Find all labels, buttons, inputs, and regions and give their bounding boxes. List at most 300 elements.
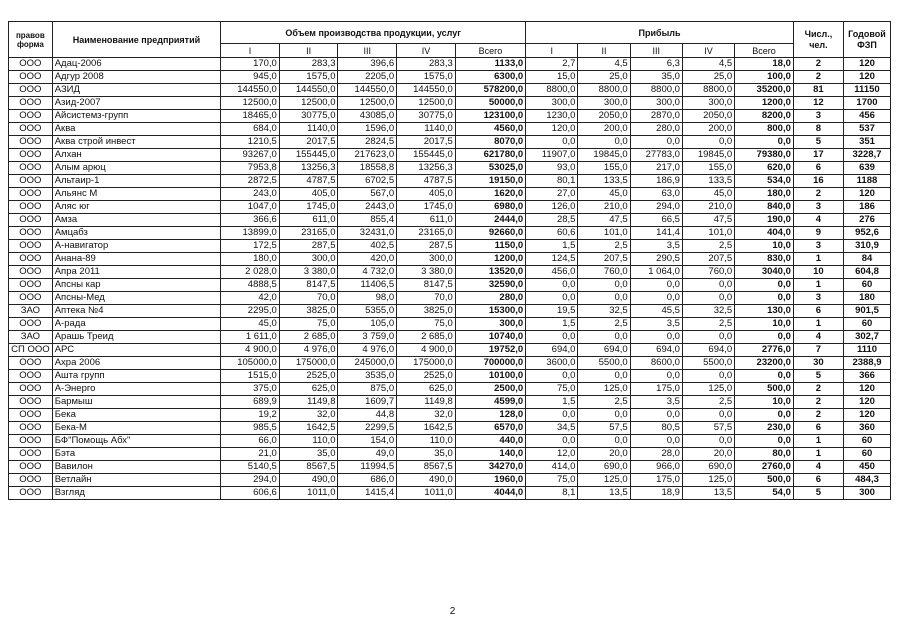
form-cell: СП ООО [9, 344, 53, 357]
name-cell: Аляс юг [52, 201, 220, 214]
fzp-cell: 60 [843, 448, 890, 461]
volume-q1-cell: 1210,5 [221, 136, 280, 149]
volume-q1-cell: 5140,5 [221, 461, 280, 474]
profit-q1-cell: 2,7 [526, 58, 578, 71]
table-row [9, 305, 891, 318]
volume-q1-cell: 144550,0 [221, 84, 280, 97]
profit-total-cell: 0,0 [735, 136, 794, 149]
volume-total-cell: 10740,0 [455, 331, 525, 344]
fzp-cell: 3228,7 [843, 149, 890, 162]
table-row [9, 227, 891, 240]
profit-total-cell: 2760,0 [735, 461, 794, 474]
profit-q3-cell: 0,0 [630, 136, 682, 149]
name-cell: Альтаир-1 [52, 175, 220, 188]
volume-q2-cell: 1011,0 [279, 487, 338, 500]
volume-q1-cell: 1047,0 [221, 201, 280, 214]
table-row [9, 435, 891, 448]
profit-q2-cell: 155,0 [578, 162, 630, 175]
volume-q3-cell: 420,0 [338, 253, 397, 266]
profit-total-cell: 190,0 [735, 214, 794, 227]
fzp-cell: 901,5 [843, 305, 890, 318]
name-cell: А-Энерго [52, 383, 220, 396]
profit-q4-cell: 2,5 [682, 318, 734, 331]
volume-q4-cell: 8147,5 [397, 279, 456, 292]
volume-total-cell: 34270,0 [455, 461, 525, 474]
profit-q2-cell: 133,5 [578, 175, 630, 188]
volume-q2-cell: 1642,5 [279, 422, 338, 435]
fzp-cell: 300 [843, 487, 890, 500]
volume-q4-cell: 2525,0 [397, 370, 456, 383]
profit-q3-cell: 175,0 [630, 474, 682, 487]
employees-cell: 7 [793, 344, 843, 357]
profit-q4-cell: 125,0 [682, 383, 734, 396]
profit-q1-cell: 0,0 [526, 435, 578, 448]
form-cell: ООО [9, 149, 53, 162]
volume-q3-cell: 5355,0 [338, 305, 397, 318]
profit-q3-cell: 2870,0 [630, 110, 682, 123]
volume-q4-cell: 175000,0 [397, 357, 456, 370]
name-cell: Амза [52, 214, 220, 227]
table-row [9, 266, 891, 279]
profit-q2-cell: 760,0 [578, 266, 630, 279]
profit-q4-cell: 300,0 [682, 97, 734, 110]
table-row [9, 461, 891, 474]
profit-q1-cell: 0,0 [526, 370, 578, 383]
profit-q1-header: I [526, 44, 578, 58]
employees-cell: 2 [793, 188, 843, 201]
profit-q3-cell: 186,9 [630, 175, 682, 188]
profit-q2-cell: 690,0 [578, 461, 630, 474]
form-cell: ООО [9, 175, 53, 188]
volume-total-cell: 1200,0 [455, 253, 525, 266]
volume-q3-cell: 2299,5 [338, 422, 397, 435]
profit-q3-cell: 45,5 [630, 305, 682, 318]
header-form: правов форма [9, 22, 53, 58]
profit-total-cell: 18,0 [735, 58, 794, 71]
profit-q4-cell: 2050,0 [682, 110, 734, 123]
volume-q3-cell: 875,0 [338, 383, 397, 396]
profit-q1-cell: 1230,0 [526, 110, 578, 123]
profit-q1-cell: 124,5 [526, 253, 578, 266]
fzp-cell: 120 [843, 409, 890, 422]
volume-q1-cell: 606,6 [221, 487, 280, 500]
header-fzp: Годовой ФЗП [843, 22, 890, 58]
employees-cell: 3 [793, 201, 843, 214]
profit-total-cell: 500,0 [735, 474, 794, 487]
profit-q3-cell: 217,0 [630, 162, 682, 175]
employees-cell: 3 [793, 292, 843, 305]
fzp-cell: 450 [843, 461, 890, 474]
fzp-cell: 120 [843, 188, 890, 201]
profit-q4-cell: 5500,0 [682, 357, 734, 370]
profit-q3-cell: 0,0 [630, 409, 682, 422]
profit-q2-cell: 5500,0 [578, 357, 630, 370]
volume-q3-cell: 144550,0 [338, 84, 397, 97]
profit-q3-cell: 694,0 [630, 344, 682, 357]
table-row [9, 370, 891, 383]
volume-q3-cell: 3535,0 [338, 370, 397, 383]
fzp-cell: 60 [843, 318, 890, 331]
volume-q4-cell: 4787,5 [397, 175, 456, 188]
name-cell: АЗИД [52, 84, 220, 97]
volume-total-cell: 621780,0 [455, 149, 525, 162]
volume-q1-cell: 684,0 [221, 123, 280, 136]
volume-q2-cell: 12500,0 [279, 97, 338, 110]
profit-q4-header: IV [682, 44, 734, 58]
volume-total-cell: 4560,0 [455, 123, 525, 136]
fzp-cell: 639 [843, 162, 890, 175]
form-cell: ООО [9, 461, 53, 474]
employees-cell: 81 [793, 84, 843, 97]
volume-total-cell: 128,0 [455, 409, 525, 422]
volume-q1-cell: 4 900,0 [221, 344, 280, 357]
profit-q3-cell: 3,5 [630, 396, 682, 409]
fzp-cell: 180 [843, 292, 890, 305]
employees-cell: 2 [793, 409, 843, 422]
volume-q4-cell: 3825,0 [397, 305, 456, 318]
volume-q4-header: IV [397, 44, 456, 58]
table-row [9, 84, 891, 97]
name-cell: Аква [52, 123, 220, 136]
profit-q1-cell: 8800,0 [526, 84, 578, 97]
profit-q3-header: III [630, 44, 682, 58]
employees-cell: 1 [793, 435, 843, 448]
profit-q1-cell: 19,5 [526, 305, 578, 318]
volume-q3-cell: 686,0 [338, 474, 397, 487]
profit-q1-cell: 11907,0 [526, 149, 578, 162]
form-cell: ООО [9, 110, 53, 123]
volume-total-cell: 32590,0 [455, 279, 525, 292]
profit-q4-cell: 200,0 [682, 123, 734, 136]
profit-q3-cell: 63,0 [630, 188, 682, 201]
volume-q4-cell: 300,0 [397, 253, 456, 266]
profit-q2-header: II [578, 44, 630, 58]
fzp-cell: 952,6 [843, 227, 890, 240]
volume-total-cell: 6570,0 [455, 422, 525, 435]
profit-total-cell: 0,0 [735, 292, 794, 305]
volume-q1-cell: 1515,0 [221, 370, 280, 383]
profit-total-cell: 35200,0 [735, 84, 794, 97]
profit-q2-cell: 4,5 [578, 58, 630, 71]
profit-q3-cell: 966,0 [630, 461, 682, 474]
volume-q4-cell: 8567,5 [397, 461, 456, 474]
volume-q4-cell: 35,0 [397, 448, 456, 461]
table-body [9, 58, 891, 500]
volume-q3-cell: 217623,0 [338, 149, 397, 162]
fzp-cell: 84 [843, 253, 890, 266]
profit-total-cell: 0,0 [735, 279, 794, 292]
name-cell: Ашта групп [52, 370, 220, 383]
employees-cell: 8 [793, 123, 843, 136]
volume-q2-cell: 3825,0 [279, 305, 338, 318]
name-cell: Азид-2007 [52, 97, 220, 110]
volume-q3-cell: 11406,5 [338, 279, 397, 292]
volume-q1-cell: 21,0 [221, 448, 280, 461]
volume-q1-cell: 180,0 [221, 253, 280, 266]
volume-total-cell: 1960,0 [455, 474, 525, 487]
volume-q3-cell: 6702,5 [338, 175, 397, 188]
volume-q2-cell: 1140,0 [279, 123, 338, 136]
profit-q4-cell: 0,0 [682, 435, 734, 448]
profit-q1-cell: 0,0 [526, 331, 578, 344]
volume-q3-cell: 245000,0 [338, 357, 397, 370]
employees-cell: 1 [793, 279, 843, 292]
profit-total-cell: 80,0 [735, 448, 794, 461]
volume-q2-cell: 75,0 [279, 318, 338, 331]
fzp-cell: 120 [843, 71, 890, 84]
profit-q1-cell: 93,0 [526, 162, 578, 175]
volume-q1-cell: 42,0 [221, 292, 280, 305]
volume-q4-cell: 3 380,0 [397, 266, 456, 279]
form-cell: ЗАО [9, 305, 53, 318]
volume-q1-cell: 172,5 [221, 240, 280, 253]
fzp-cell: 537 [843, 123, 890, 136]
volume-q1-cell: 12500,0 [221, 97, 280, 110]
volume-q2-header: II [279, 44, 338, 58]
table-row [9, 474, 891, 487]
name-cell: Анана-89 [52, 253, 220, 266]
volume-q2-cell: 23165,0 [279, 227, 338, 240]
name-cell: Вавилон [52, 461, 220, 474]
profit-q3-cell: 300,0 [630, 97, 682, 110]
profit-total-cell: 800,0 [735, 123, 794, 136]
volume-q2-cell: 144550,0 [279, 84, 338, 97]
fzp-cell: 310,9 [843, 240, 890, 253]
fzp-cell: 1110 [843, 344, 890, 357]
profit-q4-cell: 4,5 [682, 58, 734, 71]
volume-total-header: Всего [455, 44, 525, 58]
employees-cell: 3 [793, 240, 843, 253]
volume-q3-cell: 32431,0 [338, 227, 397, 240]
employees-cell: 2 [793, 71, 843, 84]
profit-q2-cell: 101,0 [578, 227, 630, 240]
volume-q4-cell: 1149,8 [397, 396, 456, 409]
employees-cell: 1 [793, 318, 843, 331]
volume-total-cell: 123100,0 [455, 110, 525, 123]
volume-q3-cell: 49,0 [338, 448, 397, 461]
volume-q3-cell: 402,5 [338, 240, 397, 253]
profit-q4-cell: 210,0 [682, 201, 734, 214]
employees-cell: 30 [793, 357, 843, 370]
volume-q4-cell: 30775,0 [397, 110, 456, 123]
profit-q4-cell: 760,0 [682, 266, 734, 279]
form-cell: ООО [9, 370, 53, 383]
profit-q4-cell: 57,5 [682, 422, 734, 435]
table-row [9, 162, 891, 175]
form-cell: ООО [9, 435, 53, 448]
profit-q2-cell: 20,0 [578, 448, 630, 461]
profit-q4-cell: 13,5 [682, 487, 734, 500]
volume-q2-cell: 2 685,0 [279, 331, 338, 344]
volume-q4-cell: 2 685,0 [397, 331, 456, 344]
profit-q4-cell: 207,5 [682, 253, 734, 266]
form-cell: ООО [9, 123, 53, 136]
volume-q4-cell: 625,0 [397, 383, 456, 396]
header-volume: Объем производства продукции, услуг [221, 22, 526, 44]
form-cell: ООО [9, 422, 53, 435]
table-row [9, 58, 891, 71]
volume-total-cell: 1620,0 [455, 188, 525, 201]
volume-total-cell: 2500,0 [455, 383, 525, 396]
table-row [9, 422, 891, 435]
name-cell: А-навигатор [52, 240, 220, 253]
table-row [9, 318, 891, 331]
volume-q2-cell: 287,5 [279, 240, 338, 253]
volume-q3-cell: 18558,8 [338, 162, 397, 175]
table-row [9, 253, 891, 266]
profit-q4-cell: 0,0 [682, 409, 734, 422]
profit-q1-cell: 126,0 [526, 201, 578, 214]
enterprises-table [8, 21, 891, 500]
profit-q4-cell: 694,0 [682, 344, 734, 357]
volume-q3-cell: 154,0 [338, 435, 397, 448]
volume-q2-cell: 155445,0 [279, 149, 338, 162]
profit-q4-cell: 47,5 [682, 214, 734, 227]
table-row [9, 149, 891, 162]
employees-cell: 2 [793, 396, 843, 409]
profit-q1-cell: 300,0 [526, 97, 578, 110]
profit-q2-cell: 207,5 [578, 253, 630, 266]
volume-total-cell: 578200,0 [455, 84, 525, 97]
form-cell: ООО [9, 71, 53, 84]
profit-q1-cell: 0,0 [526, 292, 578, 305]
profit-total-cell: 500,0 [735, 383, 794, 396]
volume-total-cell: 19752,0 [455, 344, 525, 357]
volume-q4-cell: 144550,0 [397, 84, 456, 97]
volume-q4-cell: 110,0 [397, 435, 456, 448]
profit-total-cell: 8200,0 [735, 110, 794, 123]
fzp-cell: 360 [843, 422, 890, 435]
table-header [9, 22, 891, 58]
profit-q4-cell: 0,0 [682, 136, 734, 149]
profit-q3-cell: 175,0 [630, 383, 682, 396]
fzp-cell: 60 [843, 435, 890, 448]
volume-q3-cell: 2824,5 [338, 136, 397, 149]
name-cell: Бека-М [52, 422, 220, 435]
profit-q2-cell: 0,0 [578, 409, 630, 422]
form-cell: ООО [9, 318, 53, 331]
volume-q4-cell: 1140,0 [397, 123, 456, 136]
employees-cell: 4 [793, 331, 843, 344]
fzp-cell: 351 [843, 136, 890, 149]
volume-q1-cell: 13899,0 [221, 227, 280, 240]
name-cell: Апра 2011 [52, 266, 220, 279]
profit-q3-cell: 18,9 [630, 487, 682, 500]
table-row [9, 292, 891, 305]
name-cell: Арашь Треид [52, 331, 220, 344]
table-row [9, 279, 891, 292]
volume-q2-cell: 3 380,0 [279, 266, 338, 279]
profit-q2-cell: 8800,0 [578, 84, 630, 97]
form-cell: ООО [9, 214, 53, 227]
volume-q4-cell: 490,0 [397, 474, 456, 487]
volume-q3-cell: 11994,5 [338, 461, 397, 474]
table-row [9, 383, 891, 396]
name-cell: Адац-2006 [52, 58, 220, 71]
profit-total-cell: 830,0 [735, 253, 794, 266]
profit-q1-cell: 34,5 [526, 422, 578, 435]
profit-q2-cell: 0,0 [578, 279, 630, 292]
volume-q2-cell: 8567,5 [279, 461, 338, 474]
volume-q2-cell: 611,0 [279, 214, 338, 227]
volume-q3-cell: 44,8 [338, 409, 397, 422]
employees-cell: 4 [793, 461, 843, 474]
profit-q2-cell: 0,0 [578, 292, 630, 305]
name-cell: БФ"Помощь Абх" [52, 435, 220, 448]
profit-total-cell: 100,0 [735, 71, 794, 84]
form-cell: ООО [9, 97, 53, 110]
profit-q3-cell: 66,5 [630, 214, 682, 227]
name-cell: Ветлайн [52, 474, 220, 487]
volume-total-cell: 1150,0 [455, 240, 525, 253]
profit-total-cell: 10,0 [735, 318, 794, 331]
volume-q2-cell: 625,0 [279, 383, 338, 396]
profit-total-cell: 23200,0 [735, 357, 794, 370]
fzp-cell: 186 [843, 201, 890, 214]
form-cell: ООО [9, 240, 53, 253]
fzp-cell: 120 [843, 58, 890, 71]
profit-q4-cell: 20,0 [682, 448, 734, 461]
profit-q2-cell: 210,0 [578, 201, 630, 214]
form-cell: ООО [9, 227, 53, 240]
volume-total-cell: 19150,0 [455, 175, 525, 188]
profit-q1-cell: 28,5 [526, 214, 578, 227]
volume-q2-cell: 30775,0 [279, 110, 338, 123]
employees-cell: 1 [793, 253, 843, 266]
volume-total-cell: 92660,0 [455, 227, 525, 240]
profit-q3-cell: 0,0 [630, 279, 682, 292]
profit-q3-cell: 80,5 [630, 422, 682, 435]
volume-q2-cell: 490,0 [279, 474, 338, 487]
name-cell: Бека [52, 409, 220, 422]
name-cell: Адгур 2008 [52, 71, 220, 84]
volume-q4-cell: 155445,0 [397, 149, 456, 162]
volume-q2-cell: 8147,5 [279, 279, 338, 292]
volume-q3-cell: 1596,0 [338, 123, 397, 136]
header-name: Наименование предприятий [52, 22, 220, 58]
profit-q3-cell: 141,4 [630, 227, 682, 240]
profit-total-cell: 840,0 [735, 201, 794, 214]
profit-total-cell: 180,0 [735, 188, 794, 201]
profit-q1-cell: 0,0 [526, 136, 578, 149]
volume-q4-cell: 287,5 [397, 240, 456, 253]
table-row [9, 344, 891, 357]
profit-q3-cell: 0,0 [630, 370, 682, 383]
profit-q4-cell: 0,0 [682, 292, 734, 305]
profit-q2-cell: 47,5 [578, 214, 630, 227]
fzp-cell: 276 [843, 214, 890, 227]
volume-q4-cell: 4 900,0 [397, 344, 456, 357]
table-row [9, 487, 891, 500]
volume-q1-cell: 366,6 [221, 214, 280, 227]
employees-cell: 6 [793, 162, 843, 175]
profit-q1-cell: 1,5 [526, 240, 578, 253]
profit-q2-cell: 2,5 [578, 396, 630, 409]
volume-total-cell: 140,0 [455, 448, 525, 461]
volume-q3-cell: 1415,4 [338, 487, 397, 500]
form-cell: ООО [9, 201, 53, 214]
table-row [9, 123, 891, 136]
volume-q1-cell: 689,9 [221, 396, 280, 409]
profit-q3-cell: 8800,0 [630, 84, 682, 97]
profit-total-cell: 54,0 [735, 487, 794, 500]
volume-q2-cell: 405,0 [279, 188, 338, 201]
volume-q2-cell: 35,0 [279, 448, 338, 461]
profit-q3-cell: 27783,0 [630, 149, 682, 162]
name-cell: Бармыш [52, 396, 220, 409]
volume-q1-header: I [221, 44, 280, 58]
volume-q3-cell: 396,6 [338, 58, 397, 71]
